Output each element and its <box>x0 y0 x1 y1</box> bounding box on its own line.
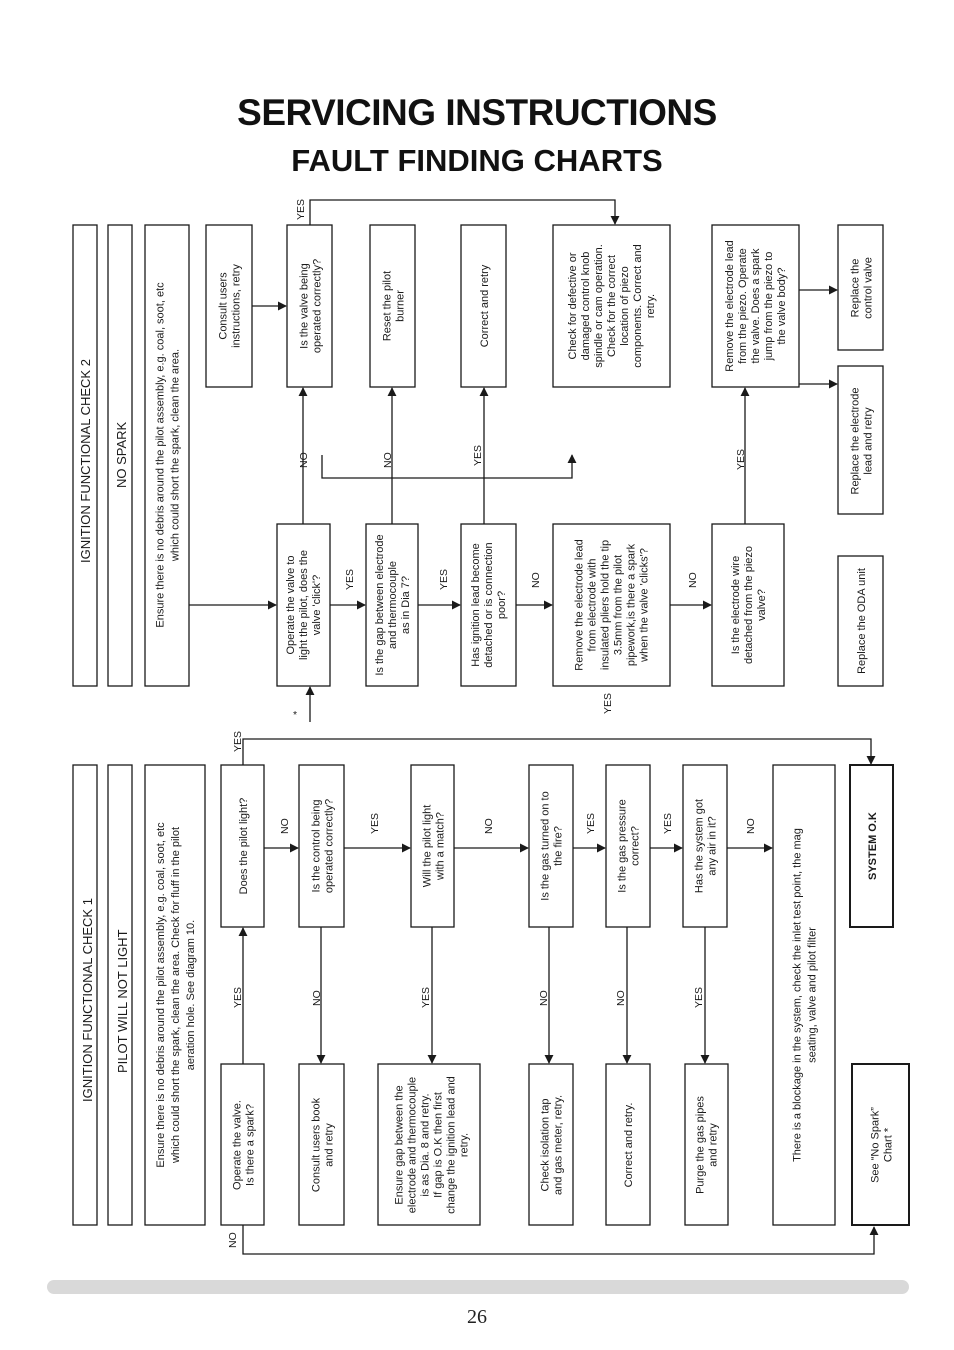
text-line: light the pilot, does the <box>298 549 310 661</box>
svg-text:Is the valve beingoperated cor <box>299 259 324 353</box>
label-no: NO <box>615 990 627 1006</box>
chart1-problem: PILOT WILL NOT LIGHT <box>115 929 130 1073</box>
text-line: the valve. Does a spark <box>750 248 762 364</box>
text-line: and gas meter, retry. <box>552 1094 565 1196</box>
text-line: change the ignition lead and <box>445 1076 458 1214</box>
text-line: There is a blockage in the system, check the inlet test point, the mag <box>791 828 804 1162</box>
chart1-heading: IGNITION FUNCTIONAL CHECK 1 <box>80 898 95 1102</box>
label-no: NO <box>227 1232 239 1248</box>
text-line: Is the gas pressure <box>616 799 629 893</box>
text-line: Ensure there is no debris around the pilot assembly, e.g. coal, soot, etc <box>155 822 167 1168</box>
label-yes: YES <box>369 812 381 834</box>
label-yes: YES <box>735 448 747 470</box>
svg-text:Does the pilot light? <box>238 798 250 895</box>
text-line: Operate the valve. <box>231 1100 244 1190</box>
label-yes: YES <box>232 730 244 752</box>
text-line: Has the system got <box>693 798 706 894</box>
text-line: Check isolation tap <box>539 1098 552 1192</box>
text-line: poor? <box>496 590 508 620</box>
chart1-correct-retry-text <box>623 1103 635 1188</box>
chart1-arrow-yes-ok <box>243 739 871 765</box>
chart2-replace-control-text <box>850 257 875 319</box>
text-line: If gap is O.K then first <box>432 1092 445 1198</box>
text-line: instructions, retry <box>230 264 243 348</box>
text-line: Reset the pilot <box>381 270 394 342</box>
text-line: Is the gap between electrode <box>374 534 386 676</box>
svg-text:Replace the ODA unit <box>856 568 868 674</box>
chart2-consult-text <box>218 264 243 348</box>
label-star: * <box>293 709 298 721</box>
text-line: Operate the valve to <box>285 555 297 655</box>
chart2-heading: IGNITION FUNCTIONAL CHECK 2 <box>78 359 93 563</box>
text-line: detached from the piezo <box>743 545 755 665</box>
svg-text:Remove the electrode leadfrom <box>574 539 651 670</box>
text-line: Is the valve being <box>298 263 311 349</box>
chart2-arrow-yes-top <box>310 200 615 225</box>
text-line: Is the electrode wire <box>730 555 742 655</box>
text-line: Check for defective or <box>567 252 579 360</box>
label-yes: YES <box>295 198 307 220</box>
label-no: NO <box>538 990 550 1006</box>
text-line: Will the pilot light <box>421 804 434 888</box>
text-line: burner <box>394 290 407 322</box>
text-line: Check for the correct <box>606 254 618 358</box>
label-no: NO <box>530 572 542 588</box>
text-line: is as Dia. 8 and retry. <box>419 1093 432 1197</box>
label-no: NO <box>382 452 394 468</box>
label-yes: YES <box>232 986 244 1008</box>
chart1-purge-box <box>685 1064 728 1225</box>
svg-text:Is the control beingoperated c <box>311 799 336 893</box>
text-line: Chart * <box>882 1127 895 1163</box>
text-line: and retry <box>323 1123 336 1167</box>
text-line: Has ignition lead become <box>470 543 482 667</box>
chart1-blockage-box <box>773 765 835 1225</box>
text-line: Does the pilot light? <box>238 797 250 895</box>
text-line: Remove the electrode lead <box>573 539 586 671</box>
chart2-correct-text <box>479 264 491 347</box>
text-line: Purge the gas pipes <box>694 1096 707 1194</box>
text-line: Consult users <box>217 272 230 340</box>
svg-text:Replace thecontrol valve <box>850 257 875 319</box>
chart1-operate-text <box>232 1100 257 1190</box>
label-yes: YES <box>662 812 674 834</box>
text-line: any air in it? <box>706 816 719 876</box>
chart1-pilot-light-text <box>238 798 250 895</box>
text-line: from the piezo. Operate <box>737 248 749 364</box>
svg-text:Check isolation tapand gas met <box>540 1095 565 1195</box>
text-line: Consult users book <box>310 1097 323 1193</box>
text-line: location of piezo <box>619 266 631 346</box>
label-no: NO <box>279 818 291 834</box>
text-line: operated correctly? <box>311 258 324 354</box>
text-line: Ensure there is no debris around the pilot assembly, e.g. coal, soot, etc <box>154 282 167 628</box>
text-line: valve? <box>756 589 768 621</box>
text-line: jump from the piezo to <box>763 251 775 361</box>
text-line: when the valve 'clicks'? <box>638 548 651 662</box>
footer-bar <box>47 1280 909 1294</box>
page-subtitle: FAULT FINDING CHARTS <box>291 143 663 178</box>
text-line: correct? <box>629 826 642 866</box>
svg-text:Will the pilot lightwith a mat <box>422 805 447 888</box>
text-line: electrode and thermocouple <box>406 1076 419 1214</box>
chart2-replace-oda-text <box>856 568 868 674</box>
text-line: Replace the <box>849 258 862 318</box>
page-title: SERVICING INSTRUCTIONS <box>237 92 717 133</box>
chart1-control-text <box>311 799 336 893</box>
text-line: and retry <box>707 1123 720 1167</box>
text-line: from electrode with <box>586 558 599 652</box>
text-line: Is the control being <box>310 799 323 893</box>
chart2-intro-box <box>145 225 189 686</box>
svg-text:Check for defective ordamaged <box>567 244 657 368</box>
text-line: lead and retry <box>862 407 875 475</box>
chart1-system-ok: SYSTEM O.K <box>867 812 879 880</box>
text-line: Correct and retry. <box>623 1102 635 1188</box>
text-line: the valve body? <box>776 267 788 345</box>
text-line: the fire? <box>552 826 565 866</box>
text-line: 3.5mm from the pilot <box>612 554 625 656</box>
text-line: as in Dia 7? <box>400 575 412 635</box>
text-line: seating, valve and pilot filter <box>806 927 819 1063</box>
text-line: spindle or cam operation. <box>593 244 605 368</box>
chart2-remove-lead-text <box>574 539 651 670</box>
text-line: Correct and retry <box>479 264 491 348</box>
text-line: retry. <box>645 293 657 319</box>
text-line: Is there a spark? <box>244 1104 257 1186</box>
text-line: which could short the spark, clean the area. Check for fluff in the pilot <box>170 826 182 1164</box>
chart1-arrow-no-see <box>243 1225 874 1254</box>
chart2-remove-lead-box <box>553 524 670 686</box>
chart2-problem: NO SPARK <box>114 421 129 488</box>
text-line: retry. <box>458 1132 471 1158</box>
label-no: NO <box>745 818 757 834</box>
chart1-match-text <box>422 805 447 888</box>
label-yes: YES <box>602 692 614 714</box>
label-yes: YES <box>472 444 484 466</box>
text-line: components. Correct and <box>632 244 644 368</box>
chart2-valve-operated-text <box>299 259 324 353</box>
label-yes: YES <box>420 986 432 1008</box>
chart2-check-defective-text <box>567 244 657 368</box>
text-line: damaged control knob <box>580 251 592 361</box>
text-line: aeration hole. See diagram 10. <box>185 919 197 1071</box>
text-line: operated correctly? <box>323 798 336 894</box>
label-no: NO <box>311 990 323 1006</box>
text-line: and thermocouple <box>387 560 399 650</box>
text-line: which could short the spark, clean the area. <box>169 348 182 562</box>
label-yes: YES <box>344 568 356 590</box>
text-line: detached or is connection <box>483 542 495 668</box>
text-line: Ensure gap between the <box>393 1085 406 1205</box>
text-line: insulated pliers hold the tip <box>599 539 612 671</box>
label-no: NO <box>483 818 495 834</box>
text-line: Remove the electrode lead <box>724 240 736 372</box>
text-line: Replace the ODA unit <box>856 568 868 674</box>
text-line: Is the gas turned on to <box>539 791 552 901</box>
label-no: NO <box>687 572 699 588</box>
svg-text:Operate the valve.Is there a s <box>232 1100 257 1190</box>
text-line: valve 'click'? <box>311 574 323 636</box>
chart1-check-tap-text <box>540 1095 565 1195</box>
text-line: See “No Spark” <box>869 1107 882 1183</box>
chart2-arrow-check <box>322 455 572 478</box>
svg-text:Consult usersinstructions, ret <box>218 264 243 348</box>
page-number: 26 <box>467 1306 487 1328</box>
text-line: control valve <box>862 257 875 319</box>
label-yes: YES <box>438 568 450 590</box>
svg-text:Correct and retry <box>479 264 491 347</box>
label-no: NO <box>298 452 310 468</box>
text-line: with a match? <box>434 812 447 880</box>
text-line: pipework,is there a spark <box>625 543 638 667</box>
svg-text:Correct and retry. <box>623 1103 635 1188</box>
text-line: Replace the electrode <box>849 387 862 495</box>
label-yes: YES <box>585 812 597 834</box>
label-yes: YES <box>693 986 705 1008</box>
